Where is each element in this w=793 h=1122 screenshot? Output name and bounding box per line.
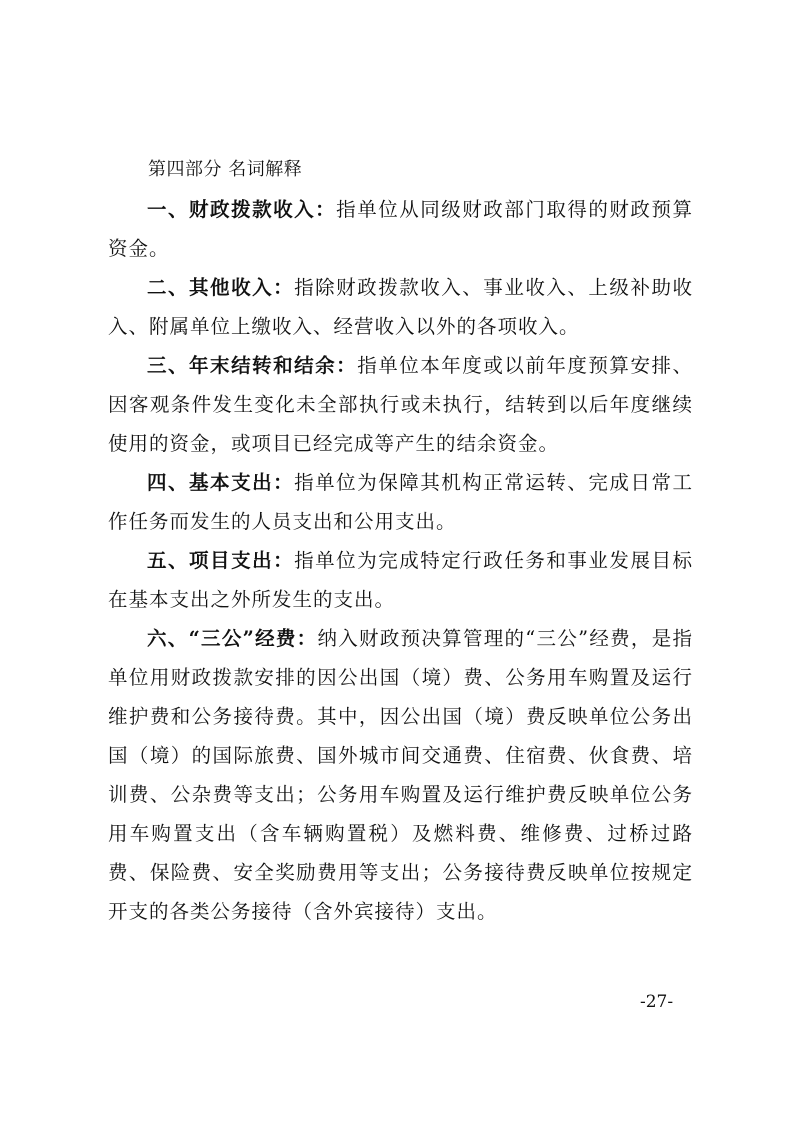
term-label: 一、财政拨款收入： [147,198,337,221]
glossary-entry-other-income [108,268,693,346]
term-definition: 指除财政拨款收入、事业收入、上级补助收入、附属单位上缴收入、经营收入以外的各项收入。 [108,276,693,338]
glossary-entry-basic-expenditure [108,463,693,541]
glossary-entry-three-public-expenses [108,619,693,931]
term-definition: 指单位为完成特定行政任务和事业发展目标在基本支出之外所发生的支出。 [108,549,693,611]
term-label: 二、其他收入： [147,276,295,299]
term-definition: 指单位本年度或以前年度预算安排、因客观条件发生变化未全部执行或未执行，结转到以后年度继续使用的资金，或项目已经完成等产生的结余资金。 [108,354,693,455]
term-label: 三、年末结转和结余： [147,354,358,377]
term-label: 四、基本支出： [147,471,295,494]
term-definition: 指单位为保障其机构正常运转、完成日常工作任务而发生的人员支出和公用支出。 [108,471,693,533]
term-definition: 纳入财政预决算管理的“三公”经费，是指单位用财政拨款安排的因公出国（境）费、公务用车购置及运行维护费和公务接待费。其中，因公出国（境）费反映单位公务出国（境）的国际旅费、国外城市间交通费、住宿费、伙食费、培训费、公杂费等支出；公务用车购置及运行维护费反映单位公务用车购置支出（含车辆购置税）及燃料费、维修费、过桥过路费、保险费、安全奖励费用等支出；公务接待费反映单位按规定开支的各类公务接待（含外宾接待）支出。 [108,627,693,923]
page-number: -27- [640,992,674,1012]
glossary-entry-project-expenditure [108,541,693,619]
term-label: 五、项目支出： [147,549,295,572]
section-heading: 第四部分 名词解释 [148,159,303,180]
glossary-entry-fiscal-allocation-income [108,190,693,268]
glossary-body [108,190,693,931]
glossary-entry-year-end-carryover [108,346,693,463]
term-label: 六、“三公”经费： [147,627,318,650]
term-definition: 指单位从同级财政部门取得的财政预算资金。 [108,198,693,260]
